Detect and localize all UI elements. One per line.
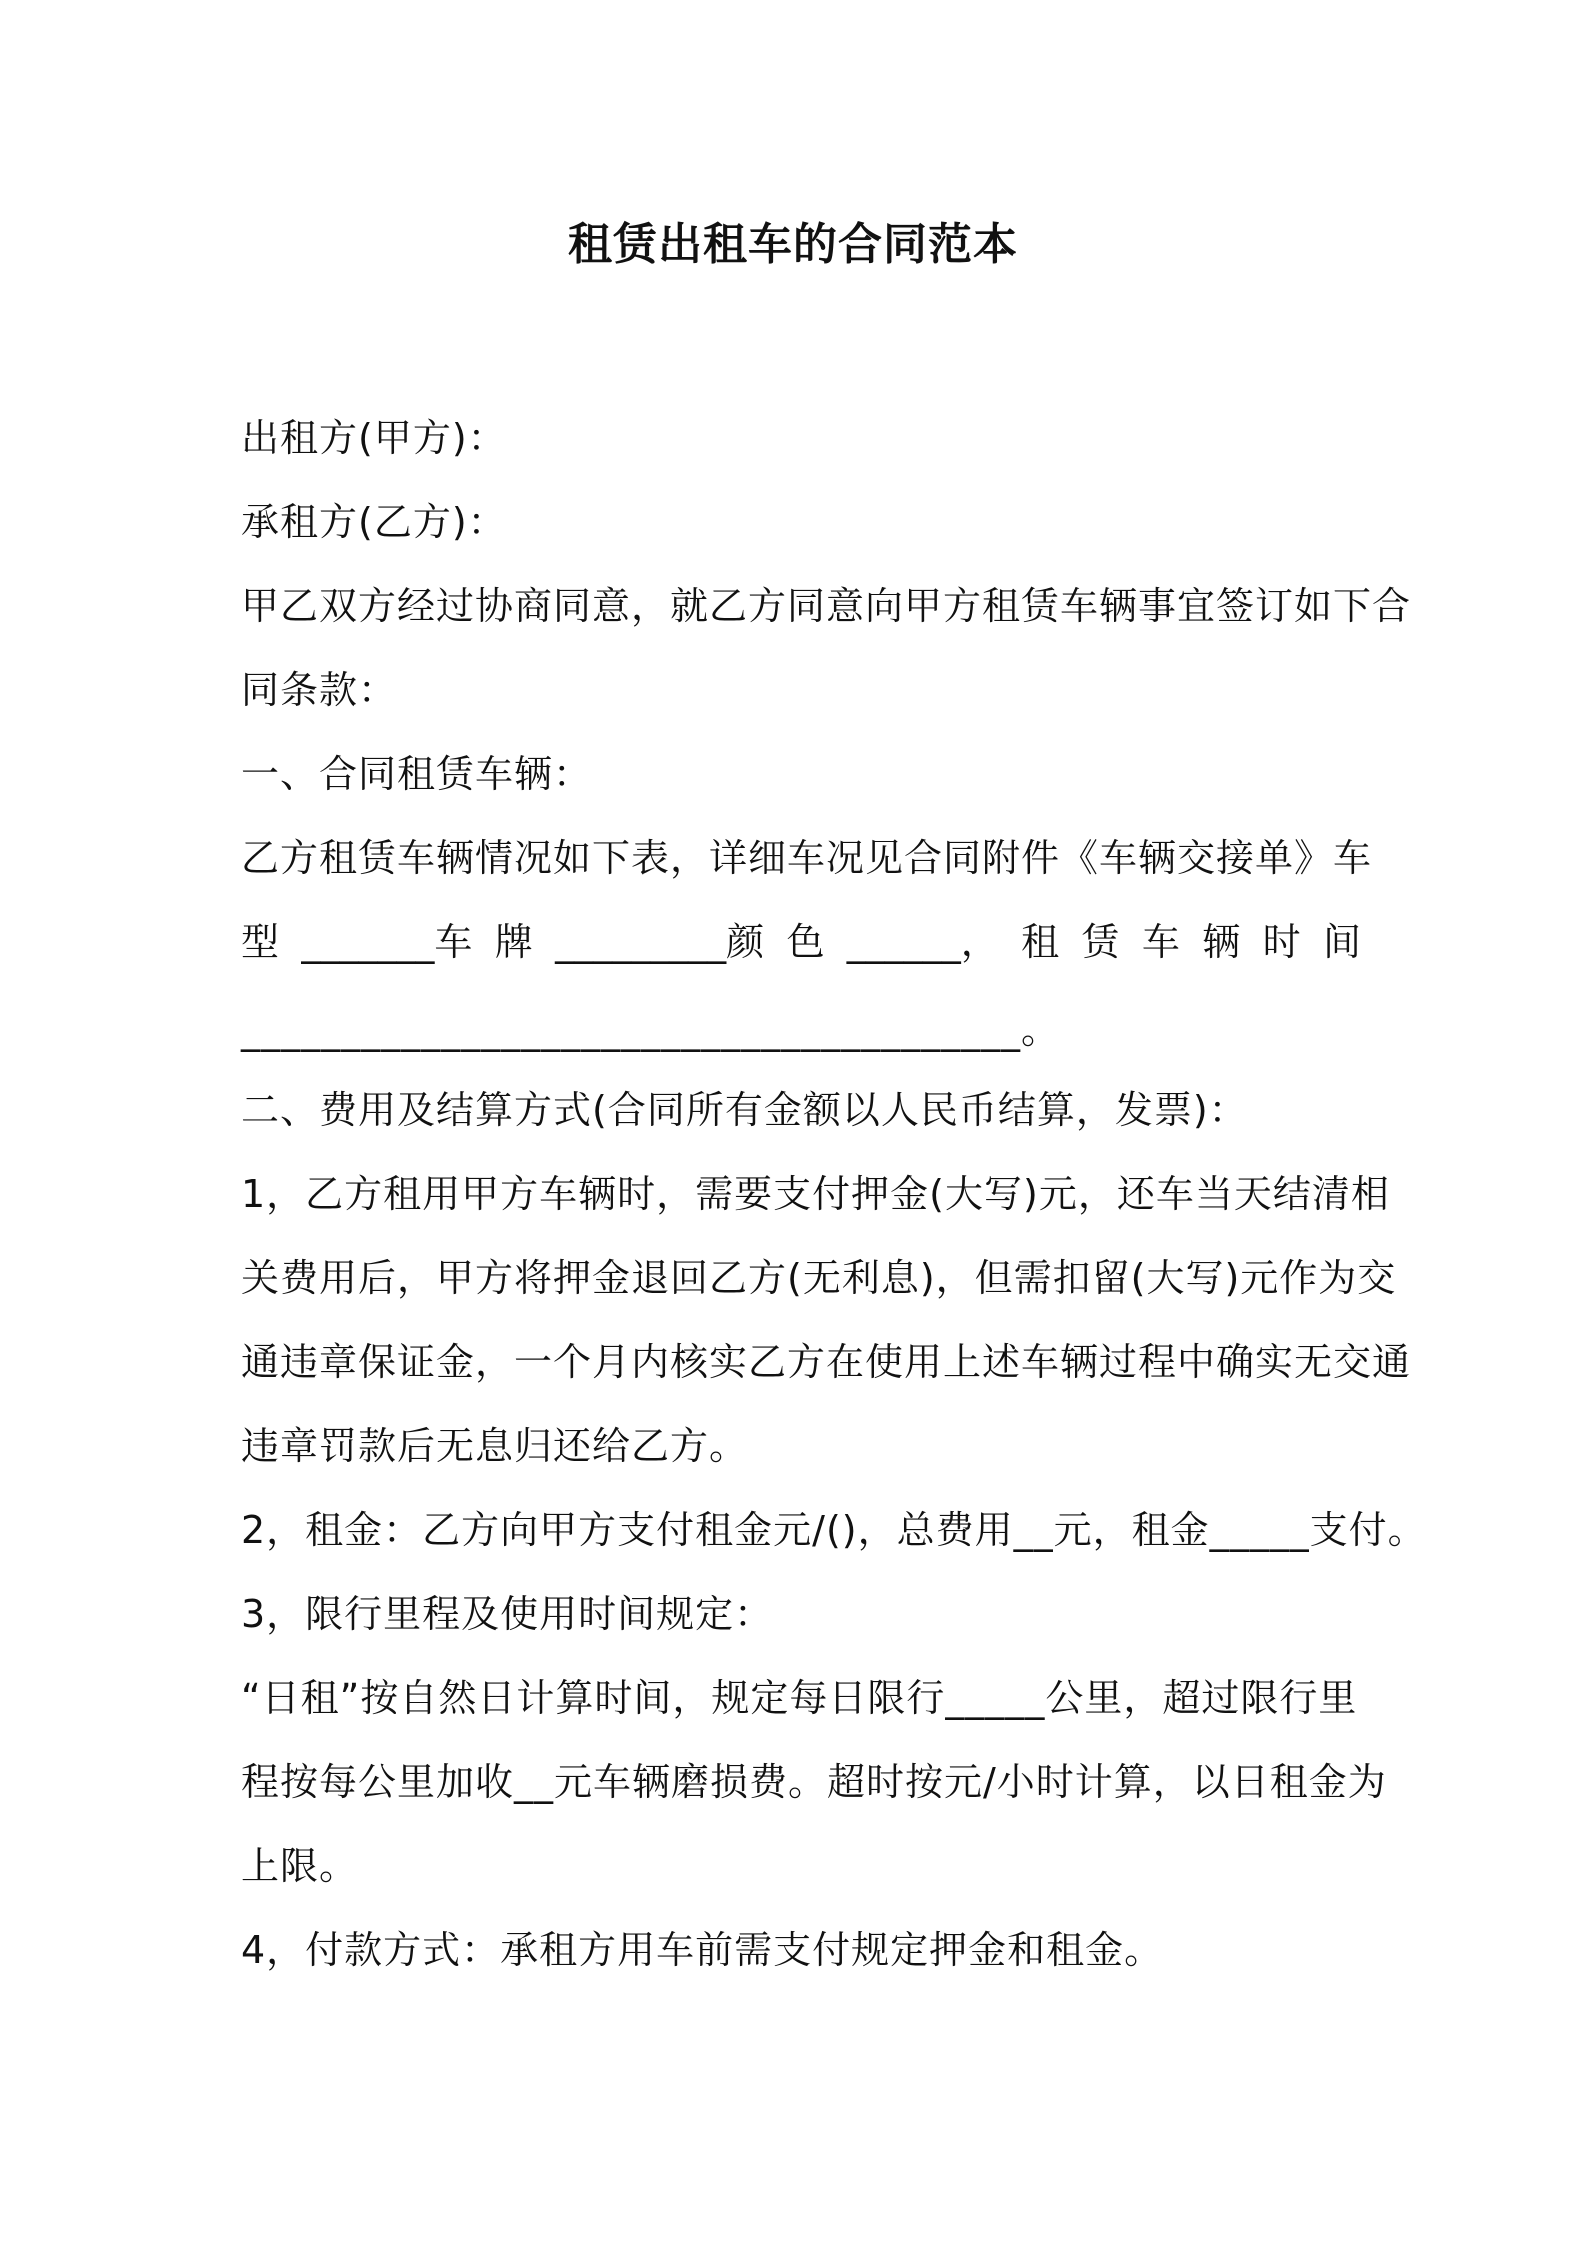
section-2-heading: 二、费用及结算方式(合同所有金额以人民币结算，发票)： — [241, 1088, 1248, 1132]
intro-paragraph-line: 同条款： — [241, 668, 398, 712]
item-1-line: 关费用后，甲方将押金退回乙方(无利息)，但需扣留(大写)元作为交 — [241, 1256, 1397, 1300]
model-blank: _______车 — [301, 920, 473, 964]
rental-period-blank-line: _______________________________________。 — [241, 1008, 1061, 1052]
section-1-paragraph-line: 乙方租赁车辆情况如下表，详细车况见合同附件《车辆交接单》车 — [241, 836, 1373, 880]
item-1-line: 违章罚款后无息归还给乙方。 — [241, 1424, 749, 1468]
row-token: 辆 — [1202, 920, 1241, 964]
item-3-line: 程按每公里加收__元车辆磨损费。超时按元/小时计算，以日租金为 — [241, 1760, 1387, 1804]
row-token: 车 — [1141, 920, 1180, 964]
plate-blank: _________颜 — [555, 920, 765, 964]
item-4-line: 4，付款方式：承租方用车前需支付规定押金和租金。 — [241, 1928, 1164, 1972]
row-token: 时 — [1262, 920, 1301, 964]
party-a-label: 出租方(甲方)： — [241, 416, 507, 460]
item-2-line: 2，租金：乙方向甲方支付租金元/()，总费用__元，租金_____支付。 — [241, 1508, 1427, 1552]
row-token: 赁 — [1081, 920, 1120, 964]
item-3-line: “日租”按自然日计算时间，规定每日限行_____公里，超过限行里 — [241, 1676, 1358, 1720]
row-token: 间 — [1322, 920, 1361, 964]
item-3-heading: 3，限行里程及使用时间规定： — [241, 1592, 774, 1636]
party-b-label: 承租方(乙方)： — [241, 500, 507, 544]
row-token: 型 — [241, 920, 280, 964]
section-1-vehicle-fields-row — [241, 914, 1361, 970]
color-blank: ______， — [846, 920, 999, 964]
document-title: 租赁出租车的合同范本 — [568, 219, 1018, 270]
row-token: 牌 — [494, 920, 533, 964]
item-3-line: 上限。 — [241, 1844, 359, 1888]
item-1-line: 通违章保证金，一个月内核实乙方在使用上述车辆过程中确实无交通 — [241, 1340, 1412, 1384]
intro-paragraph-line: 甲乙双方经过协商同意，就乙方同意向甲方租赁车辆事宜签订如下合 — [241, 584, 1412, 628]
item-1-line: 1，乙方租用甲方车辆时，需要支付押金(大写)元，还车当天结清相 — [241, 1172, 1390, 1216]
section-1-heading: 一、合同租赁车辆： — [241, 752, 593, 796]
row-token: 租 — [1021, 920, 1060, 964]
row-token: 色 — [786, 920, 825, 964]
